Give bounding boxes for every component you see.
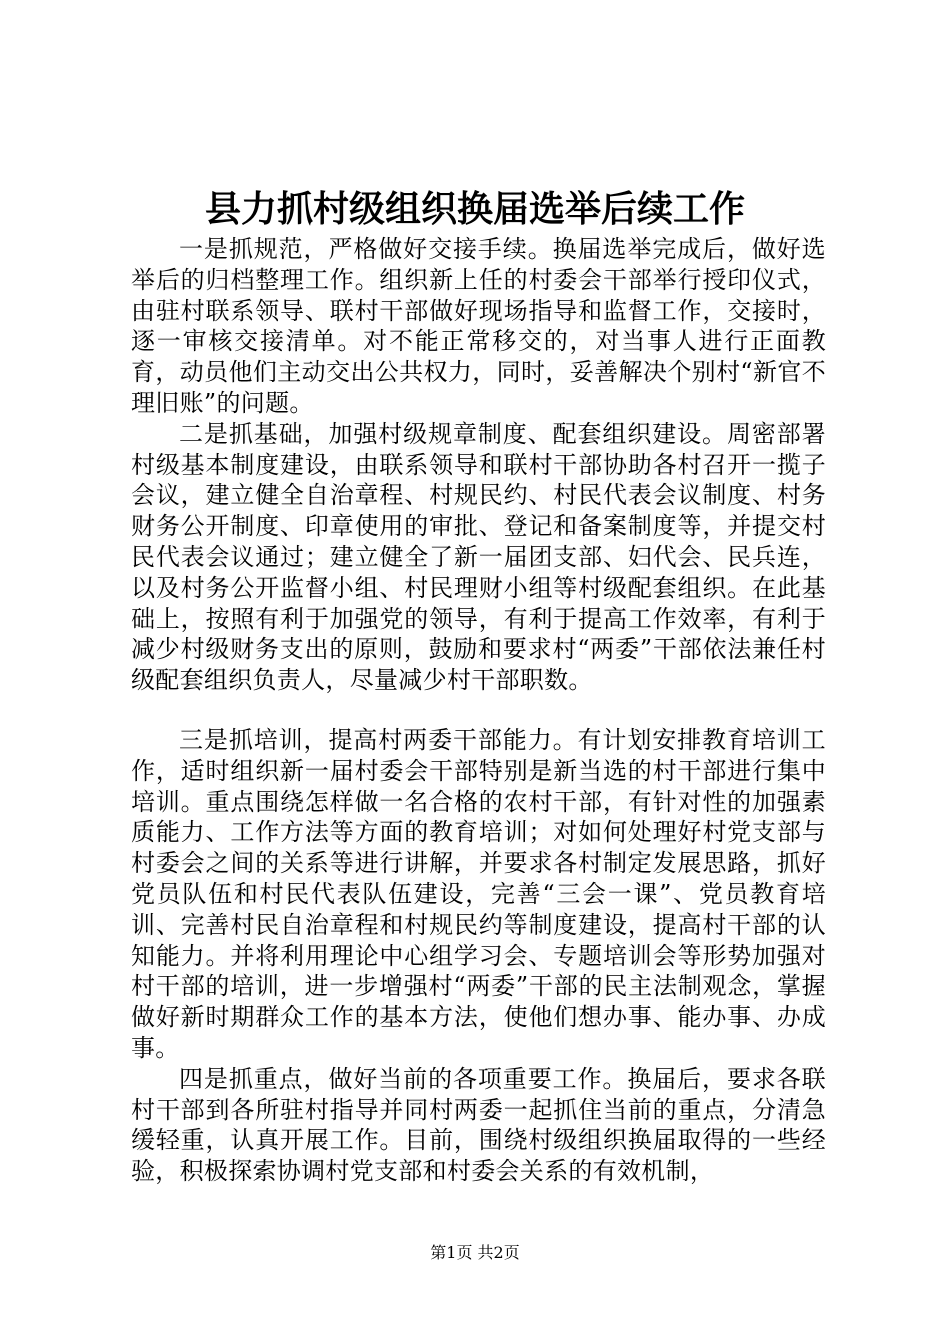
- page-footer: [0, 1242, 950, 1264]
- paragraph-1: 一是抓规范，严格做好交接手续。换届选举完成后，做好选举后的归档整理工作。组织新上任的村委会干部举行授印仪式，由驻村联系领导、联村干部做好现场指导和监督工作，交接时，逐一审核交接清单。对不能正常移交的，对当事人进行正面教育，动员他们主动交出公共权力，同时，妥善解决个别村“新官不理旧账”的问题。: [131, 235, 826, 417]
- paragraph-2: 二是抓基础，加强村级规章制度、配套组织建设。周密部署村级基本制度建设，由联系领导和联村干部协助各村召开一揽子会议，建立健全自治章程、村规民约、村民代表会议制度、村务财务公开制度、印章使用的审批、登记和备案制度等，并提交村民代表会议通过；建立健全了新一届团支部、妇代会、民兵连，以及村务公开监督小组、村民理财小组等村级配套组织。在此基础上，按照有利于加强党的领导，有利于提高工作效率，有利于减少村级财务支出的原则，鼓励和要求村“两委”干部依法兼任村级配套组织负责人，尽量减少村干部职数。: [131, 419, 826, 695]
- paragraph-4: 四是抓重点，做好当前的各项重要工作。换届后，要求各联村干部到各所驻村指导并同村两委一起抓住当前的重点，分清急缓轻重，认真开展工作。目前，围绕村级组织换届取得的一些经验，积极探索协调村党支部和村委会关系的有效机制，: [131, 1064, 826, 1186]
- document-body: [131, 234, 826, 1187]
- paragraph-3: 三是抓培训，提高村两委干部能力。有计划安排教育培训工作，适时组织新一届村委会干部特别是新当选的村干部进行集中培训。重点围绕怎样做一名合格的农村干部，有针对性的加强素质能力、工作方法等方面的教育培训；对如何处理好村党支部与村委会之间的关系等进行讲解，并要求各村制定发展思路，抓好党员队伍和村民代表队伍建设，完善“三会一课”、党员教育培训、完善村民自治章程和村规民约等制度建设，提高村干部的认知能力。并将利用理论中心组学习会、专题培训会等形势加强对村干部的培训，进一步增强村“两委”干部的民主法制观念，掌握做好新时期群众工作的基本方法，使他们想办事、能办事、办成事。: [131, 725, 826, 1062]
- page-indicator: 第1页 共2页: [430, 1243, 520, 1262]
- document-title: 县力抓村级组织换届选举后续工作: [204, 188, 745, 230]
